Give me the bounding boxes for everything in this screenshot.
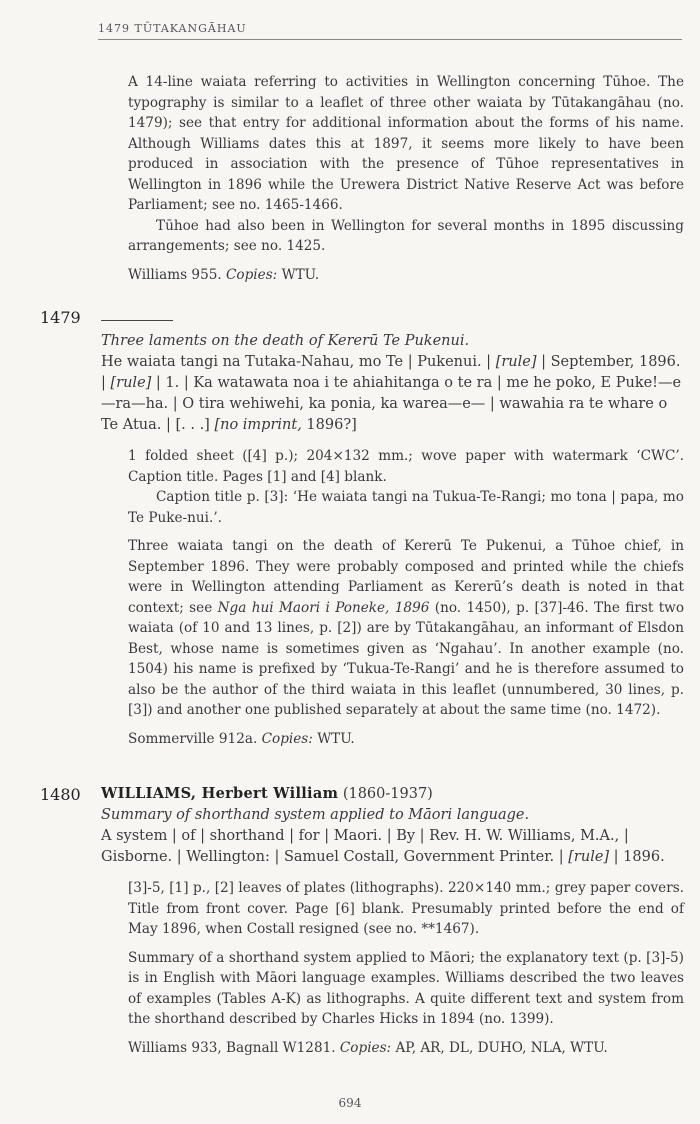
physical-description: [3]-5, [1] p., [2] leaves of plates (lithographs). 220×140 mm.; grey paper covers. Title from front cover. Page [6] blank. Presumably printed before the end of May 1896, when Costall resigned (see no. **1467).: [128, 880, 684, 937]
entry-1480-details: [128, 878, 684, 1058]
title-transcription: A system | of | shorthand | for | Maori. | By | Rev. H. W. Williams, M.A., | Gisborne. | Wellington: | Samuel Costall, Government Printer. | [rule] | 1896.: [101, 828, 665, 865]
note-paragraph: Tūhoe had also been in Wellington for several months in 1895 discussing arrangements; see no. 1425.: [128, 217, 684, 254]
author-line: WILLIAMS, Herbert William (1860-1937): [101, 785, 433, 802]
title-transcription: He waiata tangi na Tutaka-Nahau, mo Te | Pukenui. | [rule] | September, 1896. | [rule] | 1. | Ka watawata noa i te ahiahitanga o te ra | me he poko, E Puke!—e—ra—ha. | O tira wehiwehi, ka ponia, ka warea—e— | wawahia ra te whare o Te Atua. | [. . .] [no imprint, 1896?]: [101, 354, 682, 433]
note-paragraph: A 14-line waiata referring to activities in Wellington concerning Tūhoe. The typography is similar to a leaflet of three other waiata by Tūtakangāhau (no. 1479); see that entry for additional information about the forms of his name. Although Williams dates this at 1897, it seems more likely to have been produced in association with the presence of Tūhoe representatives in Wellington in 1896 while the Urewera District Native Reserve Act was before Parliament; see no. 1465-1466.: [128, 74, 684, 213]
note-paragraph: Summary of a shorthand system applied to Māori; the explanatory text (p. [3]-5) is in English with Māori language examples. Williams described the two leaves of examples (Tables A-K) as lithographs. A quite different text and system from the shorthand described by Charles Hicks in 1894 (no. 1399).: [128, 949, 684, 1027]
references: Williams 933, Bagnall W1281. Copies: AP, AR, DL, DUHO, NLA, WTU.: [128, 1039, 608, 1056]
entry-heading: [101, 310, 683, 436]
entry-title: Three laments on the death of Kererū Te Pukenui.: [101, 333, 470, 349]
page-number: 694: [338, 1096, 362, 1110]
references: Williams 955. Copies: WTU.: [128, 266, 320, 283]
entry-1479-details: [128, 446, 684, 749]
author-dash: [101, 310, 683, 331]
entry-number: 1479: [40, 308, 81, 327]
previous-entry-notes: [128, 72, 684, 285]
caption-note: Caption title p. [3]: ‘He waiata tangi na Tukua-Te-Rangi; mo tona | papa, mo Te Puke-nui.’.: [128, 489, 684, 526]
entry-heading: [101, 783, 683, 868]
running-header: 1479 TŪTAKANGĀHAU: [98, 22, 682, 40]
note-paragraph: Three waiata tangi on the death of Kererū Te Pukenui, a Tūhoe chief, in September 1896. They were probably composed and printed while the chiefs were in Wellington attending Parliament as Kererū’s death is noted in that context; see Nga hui Maori i Poneke, 1896 (no. 1450), p. [37]-46. The first two waiata (of 10 and 13 lines, p. [2]) are by Tūtakangāhau, an informant of Elsdon Best, whose name is sometimes given as ‘Ngahau’. In another example (no. 1504) his name is prefixed by ‘Tukua-Te-Rangi’ and he is therefore assumed to also be the author of the third waiata in this leaflet (unnumbered, 30 lines, p. [3]) and another one published separately at about the same time (no. 1472).: [128, 538, 684, 718]
physical-description: 1 folded sheet ([4] p.); 204×132 mm.; wove paper with watermark ‘CWC’. Caption title. Pages [1] and [4] blank.: [128, 448, 684, 485]
references: Sommerville 912a. Copies: WTU.: [128, 730, 355, 747]
entry-title: Summary of shorthand system applied to Māori language.: [101, 807, 530, 823]
entry-number: 1480: [40, 785, 81, 804]
